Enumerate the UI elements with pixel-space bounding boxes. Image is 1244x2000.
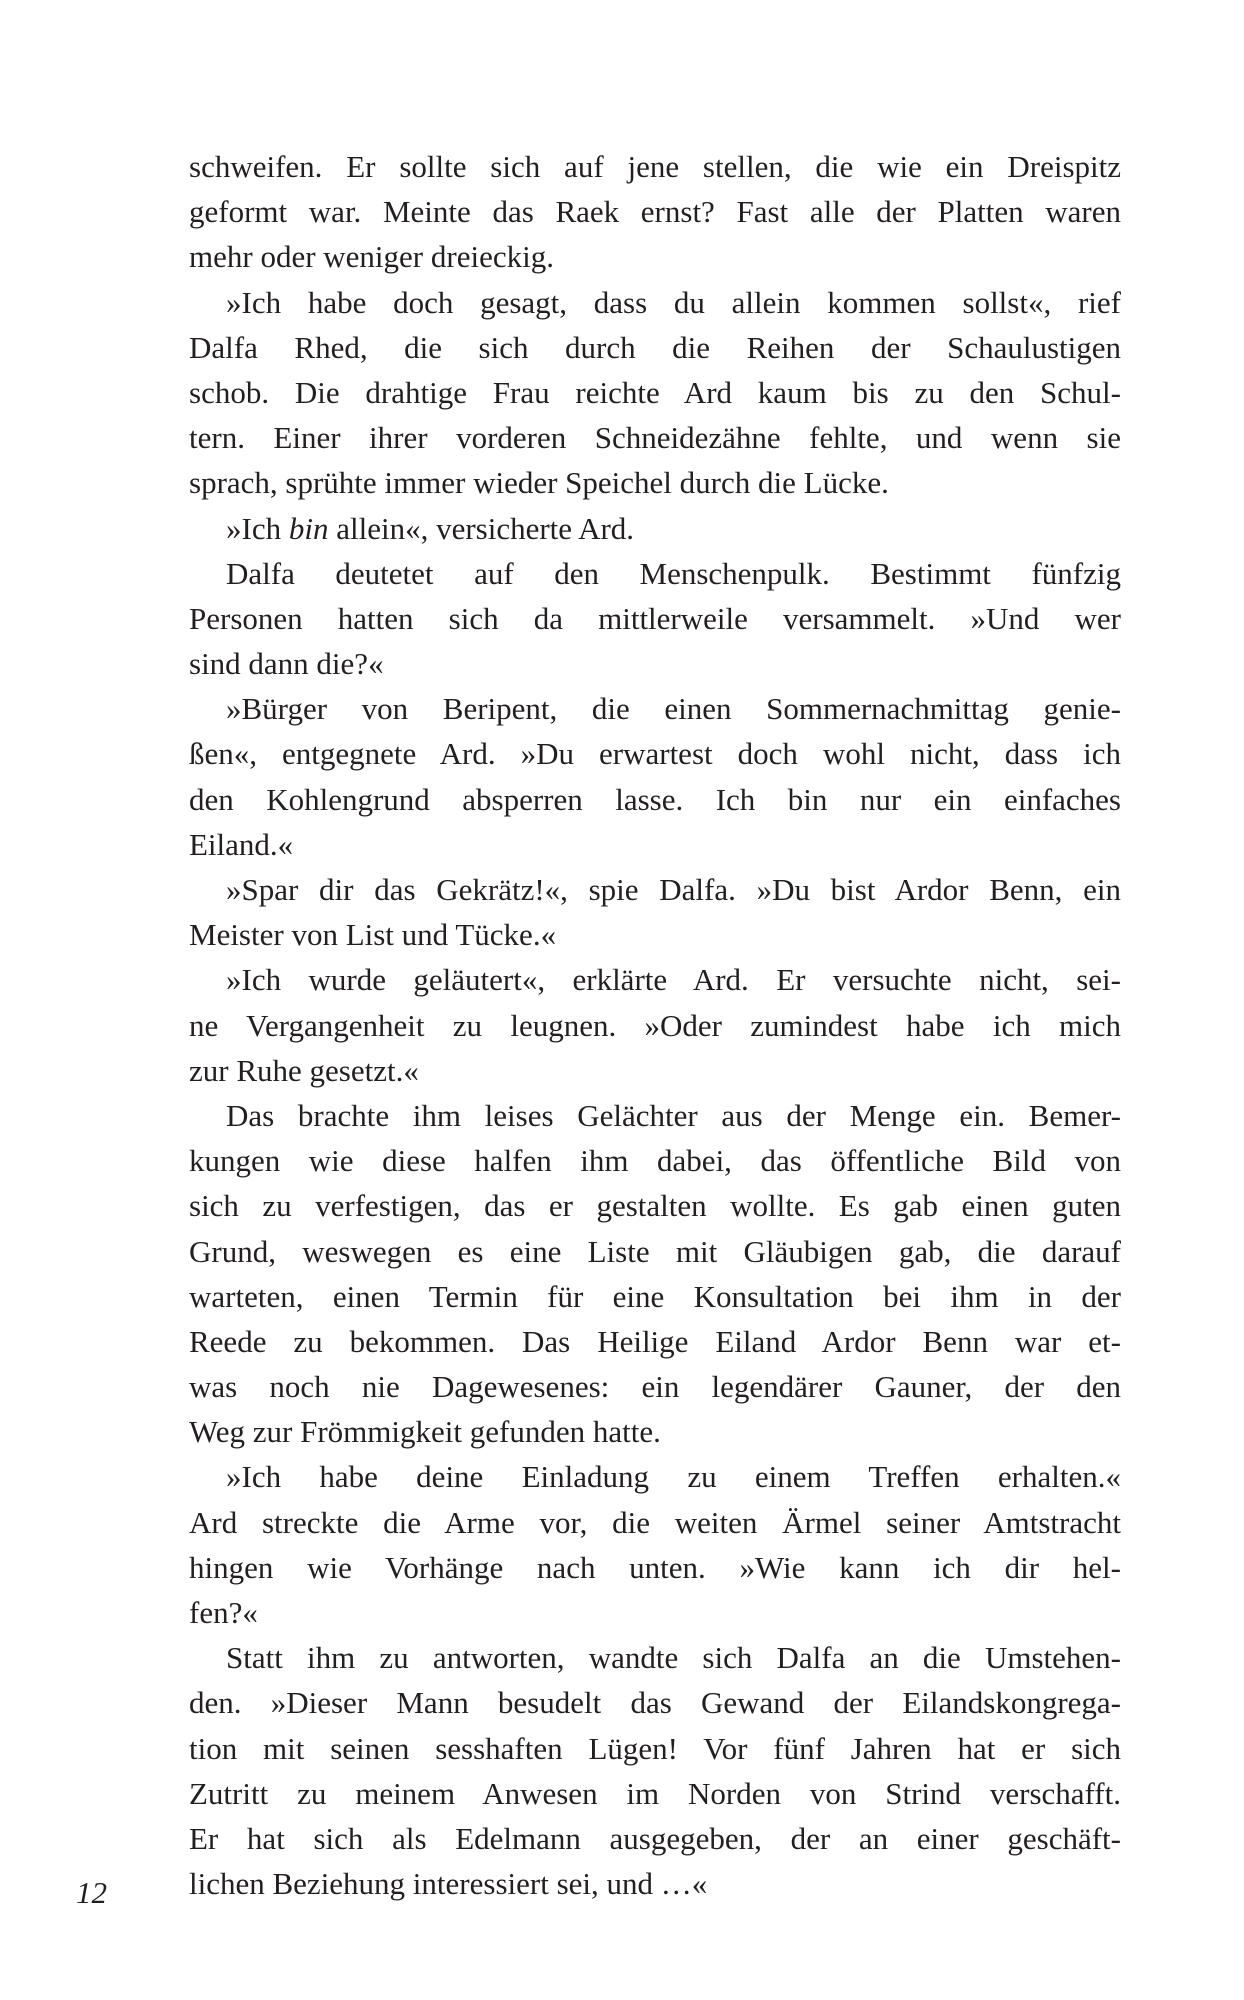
text-line: schweifen. Er sollte sich auf jene stellen, die wie ein Dreispitz: [189, 149, 1121, 184]
text-line: Zutritt zu meinem Anwesen im Norden von Strind verschafft.: [189, 1775, 1121, 1811]
text-line: schob. Die drahtige Frau reichte Ard kaum bis zu den Schul-: [189, 374, 1121, 410]
text-line: Dalfa deutetet auf den Menschenpulk. Bestimmt fünfzig: [226, 555, 1121, 591]
text-line: hingen wie Vorhänge nach unten. »Wie kann ich dir hel-: [189, 1549, 1121, 1585]
text-line: Reede zu bekommen. Das Heilige Eiland Ardor Benn war et-: [189, 1323, 1121, 1359]
text-line: sich zu verfestigen, das er gestalten wollte. Es gab einen guten: [189, 1188, 1121, 1224]
text-line: mehr oder weniger dreieckig.: [189, 239, 554, 275]
text-line: »Spar dir das Gekrätz!«, spie Dalfa. »Du bist Ardor Benn, ein: [226, 872, 1121, 907]
text-line: Weg zur Frömmigkeit gefunden hatte.: [189, 1414, 661, 1450]
text-run: »Ich: [226, 510, 289, 546]
text-line: geformt war. Meinte das Raek ernst? Fast alle der Platten waren: [189, 194, 1121, 230]
text-line: Ard streckte die Arme vor, die weiten Ärmel seiner Amtstracht: [189, 1504, 1121, 1540]
text-line: ne Vergangenheit zu leugnen. »Oder zumindest habe ich mich: [189, 1007, 1121, 1043]
text-line: was noch nie Dagewesenes: ein legendärer Gauner, der den: [189, 1369, 1121, 1405]
text-line: tion mit seinen sesshaften Lügen! Vor fünf Jahren hat er sich: [189, 1730, 1121, 1766]
text-line: zur Ruhe gesetzt.«: [189, 1052, 419, 1088]
text-line: Dalfa Rhed, die sich durch die Reihen der Schaulustigen: [189, 329, 1121, 365]
text-line: Personen hatten sich da mittlerweile versammelt. »Und wer: [189, 600, 1121, 636]
text-line: Grund, weswegen es eine Liste mit Gläubigen gab, die darauf: [189, 1233, 1121, 1269]
text-run: allein«, versicherte Ard.: [328, 510, 635, 546]
text-line: [189, 506, 1121, 551]
text-line: Er hat sich als Edelmann ausgegeben, der an einer geschäft-: [189, 1820, 1121, 1856]
text-line: »Bürger von Beripent, die einen Sommernachmittag genie-: [226, 691, 1121, 727]
text-line: tern. Einer ihrer vorderen Schneidezähne fehlte, und wenn sie: [189, 420, 1121, 456]
text-line: sind dann die?«: [189, 646, 384, 682]
text-line: lichen Beziehung interessiert sei, und …«: [189, 1866, 708, 1902]
emphasis: bin: [288, 510, 329, 546]
text-line: den Kohlengrund absperren lasse. Ich bin nur ein einfaches: [189, 781, 1121, 817]
page-number: 12: [76, 1875, 107, 1910]
text-line: »Ich wurde geläutert«, erklärte Ard. Er versuchte nicht, sei-: [226, 962, 1121, 998]
text-line: Meister von List und Tücke.«: [189, 917, 557, 953]
text-line: »Ich habe doch gesagt, dass du allein kommen sollst«, rief: [226, 284, 1121, 320]
text-line: den. »Dieser Mann besudelt das Gewand der Eilandskongrega-: [189, 1685, 1121, 1721]
text-line: kungen wie diese halfen ihm dabei, das öffentliche Bild von: [189, 1143, 1121, 1179]
text-line: warteten, einen Termin für eine Konsultation bei ihm in der: [189, 1278, 1121, 1314]
text-line: Eiland.«: [189, 826, 294, 862]
body-text: [189, 144, 1121, 1906]
text-line: ßen«, entgegnete Ard. »Du erwartest doch wohl nicht, dass ich: [189, 736, 1121, 772]
text-line: Das brachte ihm leises Gelächter aus der Menge ein. Bemer-: [226, 1097, 1121, 1133]
text-line: Statt ihm zu antworten, wandte sich Dalfa an die Umstehen-: [226, 1640, 1121, 1676]
text-line: sprach, sprühte immer wieder Speichel durch die Lücke.: [189, 465, 889, 501]
text-line: »Ich habe deine Einladung zu einem Treffen erhalten.«: [226, 1459, 1121, 1495]
text-line: fen?«: [189, 1595, 258, 1630]
